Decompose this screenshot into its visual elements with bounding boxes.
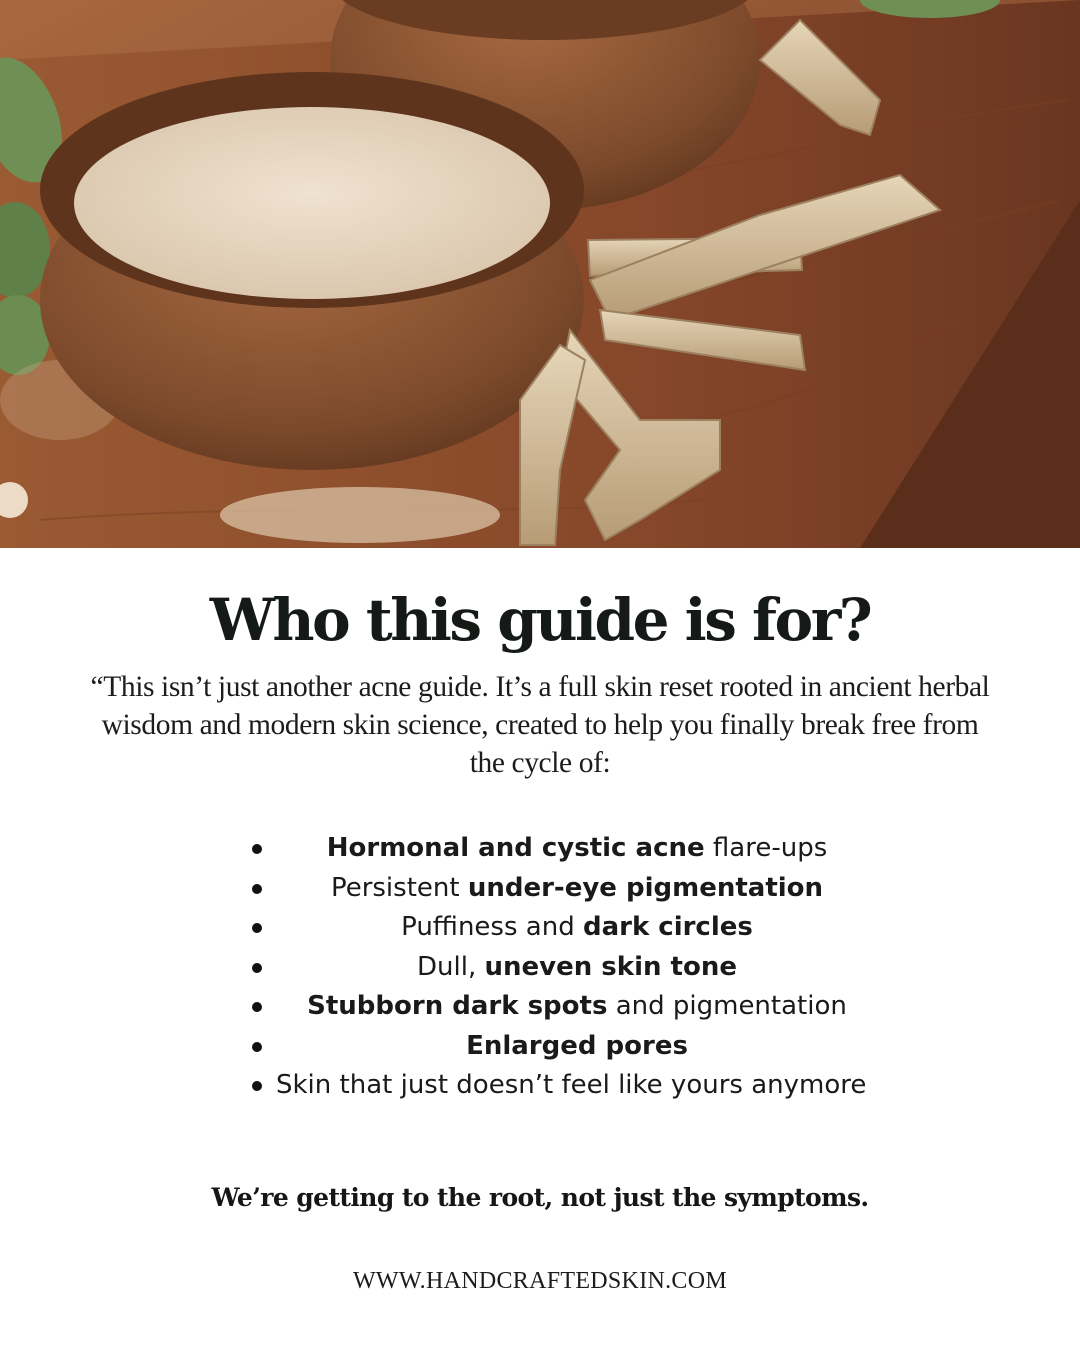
bullet-text: Puffiness and <box>401 912 583 942</box>
list-item <box>250 1027 890 1067</box>
bullet-text: and pigmentation <box>607 991 847 1021</box>
bullet-bold-text: dark circles <box>582 912 753 942</box>
page-title: Who this guide is for? <box>209 586 871 654</box>
bullet-icon <box>252 1081 262 1091</box>
bullet-bold-text: uneven skin tone <box>484 951 737 982</box>
bullet-icon <box>252 884 262 894</box>
bullet-text: Skin that just doesn’t feel like yours anymore <box>276 1070 867 1100</box>
bullet-text: Dull, <box>417 951 485 982</box>
bullet-text: flare-ups <box>704 833 828 863</box>
bullet-bold-text: under-eye pigmentation <box>467 872 824 903</box>
bullet-bold-text: Hormonal and cystic acne <box>326 833 705 863</box>
bullet-bold-text: Enlarged pores <box>466 1030 688 1061</box>
list-item <box>250 987 890 1027</box>
bullet-bold-text: Stubborn dark spots <box>307 991 608 1021</box>
bullet-icon <box>252 923 262 933</box>
list-item <box>250 869 890 909</box>
hero-photo <box>0 0 1080 548</box>
list-item <box>250 948 890 988</box>
bullet-icon <box>252 1002 262 1012</box>
bullet-icon <box>252 844 262 854</box>
bullet-icon <box>252 1042 262 1052</box>
symptom-list <box>250 829 890 1106</box>
bullet-text: Persistent <box>330 872 468 903</box>
list-item <box>250 1066 890 1106</box>
bullet-icon <box>252 963 262 973</box>
list-item <box>250 829 890 869</box>
intro-paragraph: “This isn’t just another acne guide. It’s a full skin reset rooted in ancient herbal wisdom and modern skin science, created to help you finally break free from the cycle of: <box>90 671 990 779</box>
tagline: We’re getting to the root, not just the symptoms. <box>211 1183 869 1212</box>
list-item <box>250 908 890 948</box>
website-link[interactable]: WWW.HANDCRAFTEDSKIN.COM <box>352 1268 727 1294</box>
